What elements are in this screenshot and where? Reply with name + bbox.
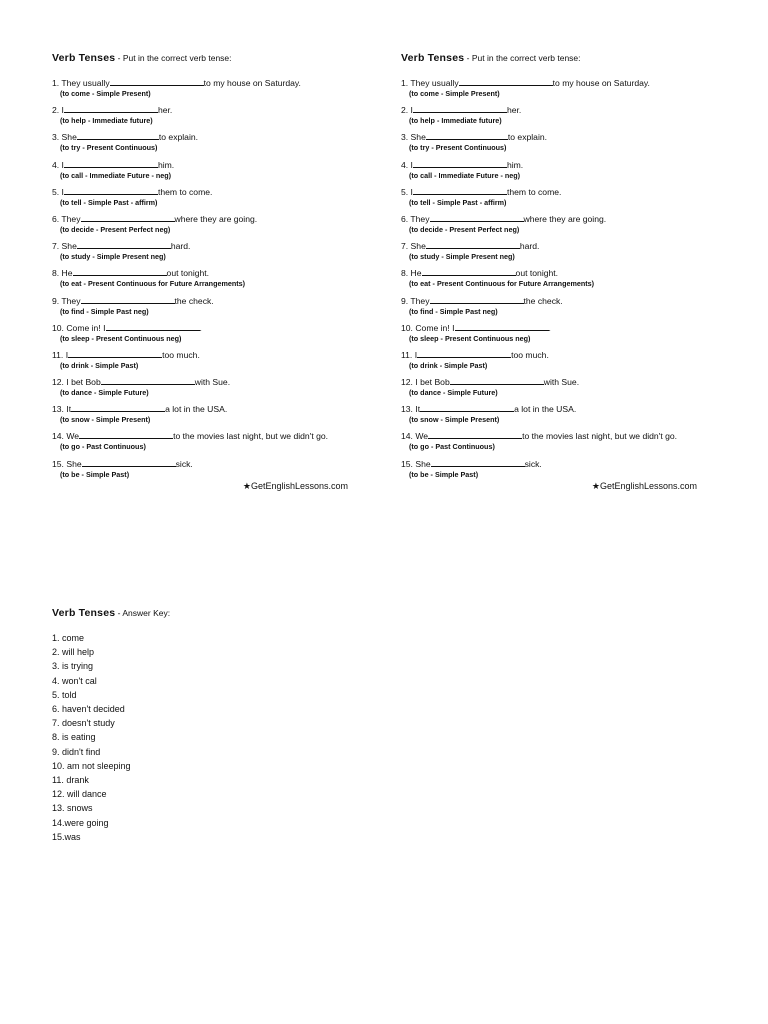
sentence-start: 14. We [401, 431, 429, 442]
worksheet-heading: Verb Tenses [52, 52, 116, 64]
sentence-end: sick. [175, 458, 193, 469]
tense-hint: (to snow - Simple Present) [409, 415, 500, 425]
exercise-item [52, 403, 372, 430]
answer-item: 11. drank [52, 775, 89, 786]
sentence-end: him. [506, 159, 524, 170]
answer-item: 8. is eating [52, 732, 96, 743]
exercise-item [401, 267, 721, 294]
exercise-item [401, 159, 721, 186]
exercise-item [52, 77, 372, 104]
answer-blank[interactable] [106, 322, 200, 331]
sentence-start: 14. We [52, 431, 80, 442]
tense-hint: (to tell - Simple Past - affirm) [60, 197, 158, 207]
sentence-start: 11. I [401, 349, 418, 360]
sentence-end: hard. [170, 241, 191, 252]
exercise-item [401, 186, 721, 213]
exercise-item [52, 295, 372, 322]
sentence-end: out tonight. [166, 268, 210, 279]
answer-blank[interactable] [459, 77, 553, 86]
tense-hint: (to study - Simple Present neg) [409, 252, 515, 262]
answer-blank[interactable] [81, 295, 175, 304]
answer-blank[interactable] [64, 159, 158, 168]
answer-item: 5. told [52, 689, 77, 700]
sentence-end: with Sue. [543, 377, 580, 388]
sentence-end: to explain. [158, 132, 199, 143]
answer-blank[interactable] [430, 295, 524, 304]
sentence-end: . [199, 322, 202, 333]
exercise-item [52, 267, 372, 294]
sentence-start: 4. I [401, 159, 413, 170]
sentence-start: 10. Come in! I [52, 322, 106, 333]
sentence-start: 4. I [52, 159, 64, 170]
sentence-start: 8. He [52, 268, 73, 279]
sentence-end: her. [506, 105, 522, 116]
sentence-start: 1. They usually [401, 78, 459, 88]
exercise-list [52, 77, 372, 485]
exercise-sentence [52, 213, 372, 225]
exercise-sentence [52, 104, 372, 116]
sentence-end: them to come. [506, 186, 562, 197]
answer-blank[interactable] [426, 131, 508, 140]
exercise-sentence [52, 322, 372, 334]
answer-blank[interactable] [430, 213, 524, 222]
answer-key-heading: Verb Tenses [52, 607, 116, 619]
exercise-item [52, 349, 372, 376]
star-icon: ★ [591, 480, 600, 491]
exercise-sentence [52, 458, 372, 470]
answer-item: 9. didn't find [52, 746, 101, 757]
exercise-item [52, 159, 372, 186]
tense-hint: (to be - Simple Past) [409, 469, 479, 479]
sentence-start: 1. They usually [52, 78, 110, 88]
sentence-end: where they are going. [174, 213, 258, 224]
answer-list [52, 631, 372, 844]
exercise-item [52, 430, 372, 457]
answer-key [52, 607, 372, 844]
answer-blank[interactable] [81, 213, 175, 222]
sentence-end: a lot in the USA. [165, 404, 228, 415]
sentence-start: 13. It [401, 404, 421, 415]
sentence-end: . [548, 322, 551, 333]
tense-hint: (to eat - Present Continuous for Future Arrangements) [409, 279, 595, 289]
answer-item: 14.were going [52, 817, 109, 828]
exercise-sentence [52, 159, 372, 171]
sentence-start: 11. I [52, 349, 69, 360]
sentence-start: 8. He [401, 268, 422, 279]
exercise-sentence [52, 376, 372, 388]
tense-hint: (to find - Simple Past neg) [409, 306, 498, 316]
sentence-start: 13. It [52, 404, 72, 415]
exercise-sentence [401, 349, 721, 361]
exercise-sentence [52, 403, 372, 415]
exercise-item [401, 376, 721, 403]
exercise-item [401, 322, 721, 349]
answer-blank[interactable] [420, 403, 514, 412]
sentence-end: out tonight. [515, 268, 559, 279]
credit-line [52, 481, 372, 492]
exercise-item [52, 322, 372, 349]
sentence-end: to explain. [507, 132, 548, 143]
exercise-sentence [401, 131, 721, 143]
answer-item: 10. am not sleeping [52, 760, 131, 771]
tense-hint: (to dance - Simple Future) [409, 388, 498, 398]
worksheet-instruction: - Put in the correct verb tense: [115, 53, 232, 63]
exercise-sentence [401, 213, 721, 225]
exercise-sentence [401, 430, 721, 442]
tense-hint: (to be - Simple Past) [60, 469, 130, 479]
sentence-end: him. [157, 159, 175, 170]
exercise-list [401, 77, 721, 485]
exercise-sentence [52, 267, 372, 279]
answer-blank[interactable] [450, 376, 544, 385]
sentence-end: the check. [174, 295, 214, 306]
exercise-item [401, 430, 721, 457]
sentence-end: the check. [523, 295, 563, 306]
answer-blank[interactable] [417, 349, 511, 358]
tense-hint: (to come - Simple Present) [60, 89, 151, 98]
exercise-item [52, 213, 372, 240]
exercise-item [401, 104, 721, 131]
answer-blank[interactable] [68, 349, 162, 358]
answer-blank[interactable] [426, 240, 520, 249]
exercise-sentence [52, 186, 372, 198]
exercise-sentence [52, 430, 372, 442]
answer-item: 15.was [52, 831, 81, 842]
answer-item: 2. will help [52, 647, 95, 658]
exercise-item [401, 213, 721, 240]
sentence-end: sick. [524, 458, 542, 469]
exercise-sentence [52, 240, 372, 252]
exercise-item [52, 186, 372, 213]
sentence-end: too much. [511, 349, 549, 360]
tense-hint: (to sleep - Present Continuous neg) [409, 333, 531, 343]
answer-item: 1. come [52, 633, 85, 643]
exercise-sentence [401, 186, 721, 198]
tense-hint: (to help - Immediate future) [409, 116, 502, 126]
sentence-start: 10. Come in! I [401, 322, 455, 333]
worksheet-title [52, 52, 372, 64]
credit-text: GetEnglishLessons.com [599, 480, 697, 491]
credit-text: GetEnglishLessons.com [250, 480, 348, 491]
sentence-end: too much. [162, 349, 200, 360]
sentence-start: 5. I [401, 186, 413, 197]
sentence-start: 7. She [401, 241, 426, 252]
sentence-end: to the movies last night, but we didn't go. [173, 431, 329, 442]
worksheet-heading: Verb Tenses [401, 52, 465, 64]
exercise-sentence [401, 403, 721, 415]
sentence-end: to my house on Saturday. [552, 78, 650, 88]
exercise-sentence [401, 77, 721, 89]
answer-blank[interactable] [101, 376, 195, 385]
answer-blank[interactable] [431, 458, 525, 467]
exercise-item [401, 403, 721, 430]
worksheet-instruction: - Put in the correct verb tense: [464, 53, 581, 63]
sentence-start: 15. She [401, 458, 431, 469]
exercise-item [52, 104, 372, 131]
tense-hint: (to decide - Present Perfect neg) [409, 224, 520, 234]
sentence-end: to the movies last night, but we didn't go. [522, 431, 678, 442]
answer-blank[interactable] [413, 159, 507, 168]
tense-hint: (to call - Immediate Future - neg) [60, 170, 172, 180]
answer-key-label: - Answer Key: [115, 608, 171, 618]
answer-blank[interactable] [413, 186, 507, 195]
exercise-sentence [401, 322, 721, 334]
tense-hint: (to try - Present Continuous) [60, 143, 158, 153]
tense-hint: (to try - Present Continuous) [409, 143, 507, 153]
sentence-start: 3. She [401, 132, 426, 143]
sentence-start: 3. She [52, 132, 77, 143]
sentence-start: 9. They [401, 295, 430, 306]
exercise-item [52, 240, 372, 267]
answer-blank[interactable] [77, 240, 171, 249]
sentence-start: 6. They [52, 213, 81, 224]
tense-hint: (to come - Simple Present) [409, 89, 500, 98]
answer-blank[interactable] [64, 104, 158, 113]
answer-blank[interactable] [73, 267, 167, 276]
sentence-end: with Sue. [194, 377, 231, 388]
answer-blank[interactable] [455, 322, 549, 331]
answer-key-title [52, 607, 372, 619]
exercise-item [52, 131, 372, 158]
sentence-end: her. [157, 105, 173, 116]
sentence-start: 7. She [52, 241, 77, 252]
worksheet-right [401, 52, 721, 492]
tense-hint: (to help - Immediate future) [60, 116, 153, 126]
sentence-end: them to come. [157, 186, 213, 197]
sentence-start: 2. I [52, 105, 64, 116]
answer-item: 4. won't cal [52, 675, 97, 686]
answer-item: 3. is trying [52, 661, 94, 672]
sentence-end: hard. [519, 241, 540, 252]
tense-hint: (to tell - Simple Past - affirm) [409, 197, 507, 207]
exercise-sentence [401, 159, 721, 171]
answer-item: 7. doesn't study [52, 718, 115, 729]
answer-blank[interactable] [422, 267, 516, 276]
tense-hint: (to snow - Simple Present) [60, 415, 151, 425]
exercise-sentence [52, 295, 372, 307]
exercise-sentence [401, 267, 721, 279]
exercise-item [401, 131, 721, 158]
answer-blank[interactable] [428, 430, 522, 439]
tense-hint: (to find - Simple Past neg) [60, 306, 149, 316]
sentence-start: 5. I [52, 186, 64, 197]
exercise-item [401, 349, 721, 376]
sentence-end: a lot in the USA. [514, 404, 577, 415]
tense-hint: (to sleep - Present Continuous neg) [60, 333, 182, 343]
sentence-start: 12. I bet Bob [52, 377, 101, 388]
sentence-start: 6. They [401, 213, 430, 224]
exercise-sentence [52, 349, 372, 361]
sentence-end: where they are going. [523, 213, 607, 224]
exercise-sentence [401, 376, 721, 388]
exercise-sentence [401, 240, 721, 252]
answer-blank[interactable] [110, 77, 204, 86]
star-icon: ★ [242, 480, 251, 491]
answer-item: 13. snows [52, 803, 93, 814]
tense-hint: (to go - Past Continuous) [60, 442, 146, 452]
exercise-item [52, 376, 372, 403]
exercise-sentence [401, 295, 721, 307]
sentence-start: 15. She [52, 458, 82, 469]
worksheet-left [52, 52, 372, 492]
tense-hint: (to study - Simple Present neg) [60, 252, 166, 262]
tense-hint: (to eat - Present Continuous for Future Arrangements) [60, 279, 246, 289]
sentence-start: 9. They [52, 295, 81, 306]
answer-item: 6. haven't decided [52, 704, 125, 715]
tense-hint: (to call - Immediate Future - neg) [409, 170, 521, 180]
exercise-sentence [401, 104, 721, 116]
tense-hint: (to go - Past Continuous) [409, 442, 495, 452]
worksheet-title [401, 52, 721, 64]
credit-line [401, 481, 721, 492]
exercise-sentence [52, 77, 372, 89]
exercise-item [401, 240, 721, 267]
answer-blank[interactable] [71, 403, 165, 412]
sentence-start: 12. I bet Bob [401, 377, 450, 388]
sentence-end: to my house on Saturday. [203, 78, 301, 88]
tense-hint: (to drink - Simple Past) [60, 360, 139, 370]
answer-item: 12. will dance [52, 789, 107, 800]
tense-hint: (to drink - Simple Past) [409, 360, 488, 370]
answer-blank[interactable] [413, 104, 507, 113]
sentence-start: 2. I [401, 105, 413, 116]
exercise-sentence [52, 131, 372, 143]
tense-hint: (to dance - Simple Future) [60, 388, 149, 398]
tense-hint: (to decide - Present Perfect neg) [60, 224, 171, 234]
exercise-item [401, 295, 721, 322]
exercise-item [401, 77, 721, 104]
answer-blank[interactable] [77, 131, 159, 140]
answer-blank[interactable] [79, 430, 173, 439]
answer-blank[interactable] [64, 186, 158, 195]
answer-blank[interactable] [82, 458, 176, 467]
exercise-sentence [401, 458, 721, 470]
